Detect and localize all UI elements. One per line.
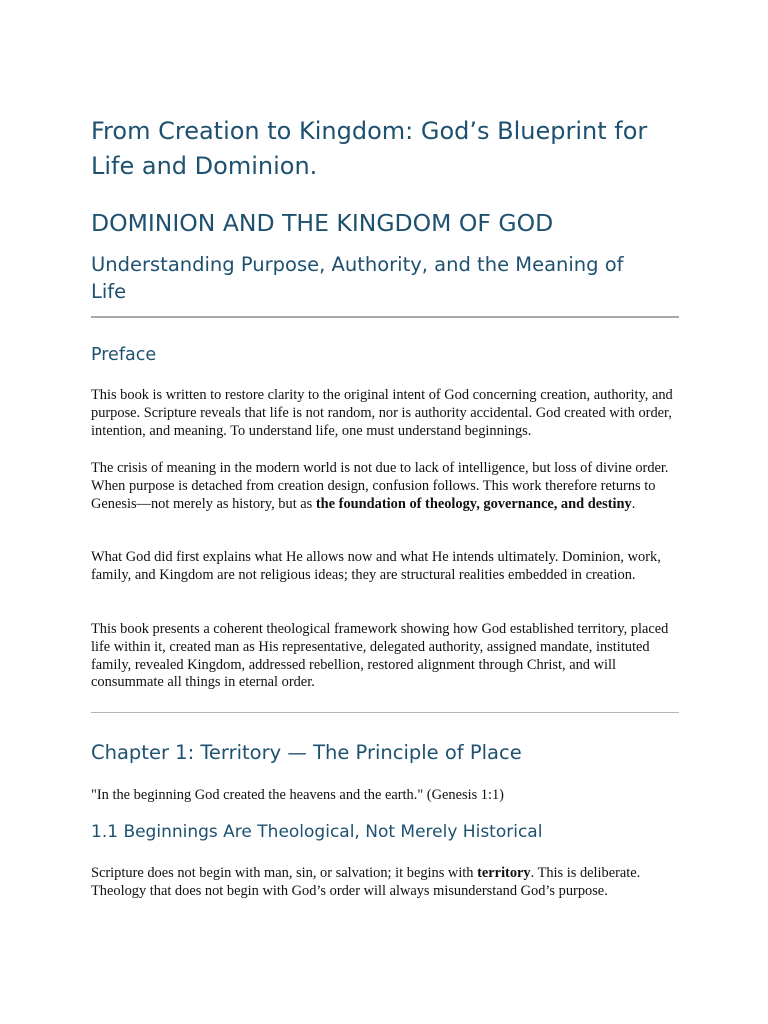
- paragraph-text: This book is written to restore clarity to the original intent of God concerning creation, authority, and purpose. Scripture reveals that life is not random, nor is authority accidental. God created with order, intention, and meaning. To understand life, one must understand beginnings.: [91, 387, 673, 439]
- section-1-1-paragraph: [91, 865, 681, 901]
- section-divider-chapter: [91, 712, 679, 713]
- paragraph-text: Scripture does not begin with man, sin, or salvation; it begins with: [91, 865, 478, 881]
- book-title: From Creation to Kingdom: God’s Blueprint for Life and Dominion.: [91, 117, 648, 180]
- paragraph-text: The crisis of meaning in the modern world is not due to lack of intelligence, but loss of divine order. When purpose is detached from creation design, confusion follows. This work therefore returns to Genesis—not merely as history, but as: [91, 460, 669, 512]
- paragraph-text-end: . This is deliberate. Theology that does not begin with God’s order will always misunderstand God’s purpose.: [91, 865, 641, 899]
- part-subtitle: Understanding Purpose, Authority, and the Meaning of Life: [91, 253, 624, 303]
- preface-heading: Preface: [91, 345, 157, 365]
- preface-paragraph-2: [91, 460, 681, 513]
- section-1-1-heading: 1.1 Beginnings Are Theological, Not Merely Historical: [91, 822, 543, 842]
- preface-paragraph-4: [91, 621, 681, 692]
- section-divider-top: [91, 316, 679, 318]
- chapter-1-heading: Chapter 1: Territory — The Principle of Place: [91, 741, 522, 764]
- chapter-1-epigraph: "In the beginning God created the heavens and the earth." (Genesis 1:1): [91, 787, 504, 803]
- paragraph-text-end: .: [631, 495, 636, 512]
- preface-paragraph-3: [91, 549, 681, 585]
- paragraph-text: What God did first explains what He allows now and what He intends ultimately. Dominion, work, family, and Kingdom are not religious ideas; they are structural realities embedded in creation.: [91, 549, 661, 583]
- paragraph-text: This book presents a coherent theological framework showing how God established territory, placed life within it, created man as His representative, delegated authority, assigned mandate, instituted family, revealed Kingdom, addressed rebellion, restored alignment through Christ, and will consummate all things in eternal order.: [91, 621, 669, 691]
- bold-phrase: the foundation of theology, governance, and destiny: [315, 495, 632, 512]
- bold-phrase: territory: [477, 865, 531, 881]
- part-title: DOMINION AND THE KINGDOM OF GOD: [91, 209, 554, 237]
- preface-paragraph-1: [91, 387, 681, 440]
